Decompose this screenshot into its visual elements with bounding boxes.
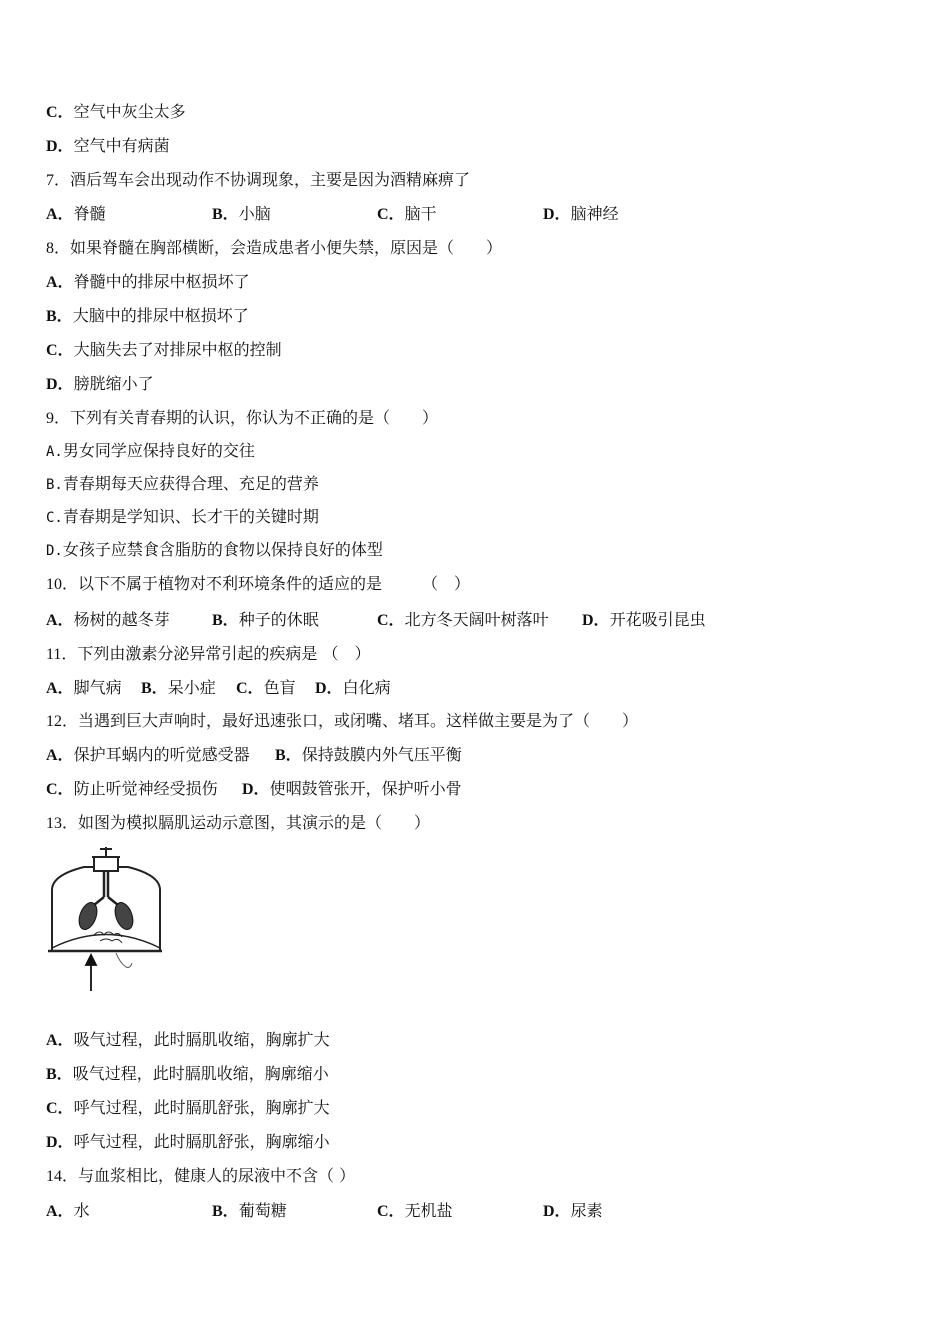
question-13-option-b: B．吸气过程，此时膈肌收缩，胸廓缩小 — [46, 1064, 329, 1083]
question-14-option-c: C．无机盐 — [377, 1201, 453, 1220]
question-8-option-d: D．膀胱缩小了 — [46, 374, 154, 393]
question-9-option-c: C.青春期是学知识、长才干的关键时期 — [46, 507, 319, 526]
question-14-option-a: A．水 — [46, 1201, 90, 1220]
question-9-option-d: D.女孩子应禁食含脂肪的食物以保持良好的体型 — [46, 540, 383, 559]
lung-balloons — [76, 900, 137, 932]
question-9-option-a: A.男女同学应保持良好的交往 — [46, 441, 255, 460]
upward-arrow-icon — [86, 955, 96, 991]
question-8-option-c: C．大脑失去了对排尿中枢的控制 — [46, 340, 282, 359]
question-13-stem: 13．如图为模拟膈肌运动示意图，其演示的是（ ） — [46, 813, 431, 832]
hand-sketch — [116, 953, 132, 968]
question-8-stem: 8．如果脊髓在胸部横断，会造成患者小便失禁，原因是（ ） — [46, 238, 503, 257]
question-11-option-a: A．脚气病 — [46, 678, 122, 697]
prev-option-c: C．空气中灰尘太多 — [46, 102, 186, 121]
rubber-membrane — [52, 932, 160, 948]
question-9-stem: 9．下列有关青春期的认识，你认为不正确的是（ ） — [46, 408, 439, 427]
question-7-option-a: A．脊髓 — [46, 204, 106, 223]
question-11-option-b: B．呆小症 — [141, 678, 216, 697]
question-7-stem: 7．酒后驾车会出现动作不协调现象，主要是因为酒精麻痹了 — [46, 170, 471, 189]
question-11-option-d: D．白化病 — [315, 678, 391, 697]
trachea — [94, 871, 118, 905]
question-12-option-a: A．保护耳蜗内的听觉感受器 — [46, 745, 250, 764]
question-8-option-a: A．脊髓中的排尿中枢损坏了 — [46, 272, 250, 291]
question-10-option-b: B．种子的休眠 — [212, 610, 319, 629]
question-7-option-d: D．脑神经 — [543, 204, 619, 223]
question-11-option-c: C．色盲 — [236, 678, 296, 697]
bell-jar — [52, 861, 160, 950]
question-12-option-c: C．防止听觉神经受损伤 — [46, 779, 218, 798]
question-10-option-a: A．杨树的越冬芽 — [46, 610, 170, 629]
stopper — [92, 847, 120, 871]
question-13-option-d: D．呼气过程，此时膈肌舒张，胸廓缩小 — [46, 1132, 330, 1151]
question-13-option-c: C．呼气过程，此时膈肌舒张，胸廓扩大 — [46, 1098, 330, 1117]
question-12-option-b: B．保持鼓膜内外气压平衡 — [275, 745, 462, 764]
question-10-option-c: C．北方冬天阔叶树落叶 — [377, 610, 549, 629]
question-10-option-d: D．开花吸引昆虫 — [582, 610, 706, 629]
question-14-option-b: B．葡萄糖 — [212, 1201, 287, 1220]
question-8-option-b: B．大脑中的排尿中枢损坏了 — [46, 306, 249, 325]
question-11-stem: 11．下列由激素分泌异常引起的疾病是 （ ） — [46, 644, 371, 663]
question-9-option-b: B.青春期每天应获得合理、充足的营养 — [46, 474, 319, 493]
diaphragm-model-figure — [44, 845, 166, 993]
question-14-stem: 14．与血浆相比，健康人的尿液中不含（ ） — [46, 1166, 356, 1185]
question-13-option-a: A．吸气过程，此时膈肌收缩，胸廓扩大 — [46, 1030, 330, 1049]
question-12-stem: 12．当遇到巨大声响时，最好迅速张口，或闭嘴、堵耳。这样做主要是为了（ ） — [46, 711, 639, 730]
question-7-option-b: B．小脑 — [212, 204, 271, 223]
prev-option-d: D．空气中有病菌 — [46, 136, 170, 155]
question-10-stem: 10．以下不属于植物对不利环境条件的适应的是 （ ） — [46, 574, 471, 593]
question-14-option-d: D．尿素 — [543, 1201, 603, 1220]
question-7-option-c: C．脑干 — [377, 204, 437, 223]
question-12-option-d: D．使咽鼓管张开，保护听小骨 — [242, 779, 462, 798]
